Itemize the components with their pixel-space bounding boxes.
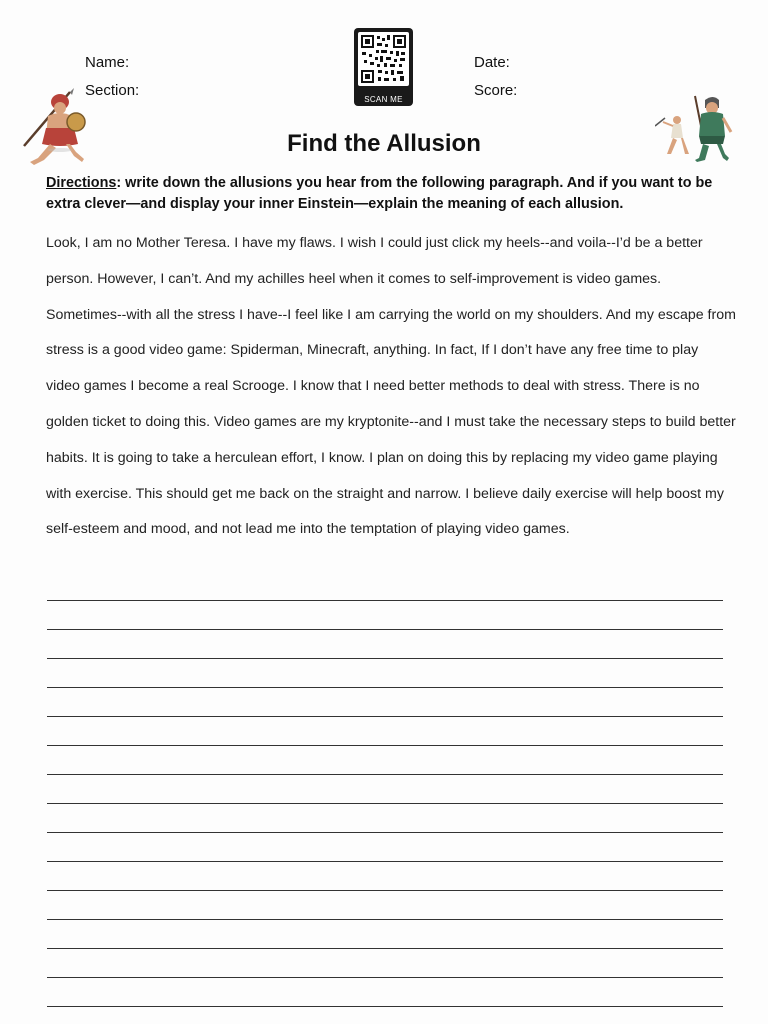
answer-line[interactable]: [47, 919, 723, 920]
score-label: Score:: [474, 82, 518, 99]
name-label: Name:: [85, 54, 130, 71]
answer-line[interactable]: [47, 716, 723, 717]
answer-line[interactable]: [47, 861, 723, 862]
answer-line[interactable]: [47, 803, 723, 804]
directions-label: Directions: [46, 175, 117, 191]
directions-text: : write down the allusions you hear from the following paragraph. And if you want to be extra clever—and display your inner Einstein—explain the meaning of each allusion.: [46, 175, 713, 212]
qr-code-badge[interactable]: [354, 28, 413, 106]
answer-line[interactable]: [47, 774, 723, 775]
answer-line[interactable]: [47, 948, 723, 949]
answer-line[interactable]: [47, 745, 723, 746]
allusion-paragraph: Look, I am no Mother Teresa. I have my flaws. I wish I could just click my heels--and voila--I’d be a better person. However, I can’t. And my achilles heel when it comes to self-improvement is video games. Sometimes--with all the stress I have--I feel like I am carrying the world on my shoulders. And my escape from stress is a good video game: Spiderman, Minecraft, anything. In fact, If I don’t have any free time to play video games I become a real Scrooge. I know that I need better methods to deal with stress. There is no golden ticket to doing this. Video games are my kryptonite--and I must take the necessary steps to build better habits. It is going to take a herculean effort, I know. I plan on doing this by replacing my video game playing with exercise. This should get me back on the straight and narrow. I believe daily exercise will help boost my self-esteem and mood, and not lead me into the temptation of playing video games.: [46, 235, 736, 538]
answer-line[interactable]: [47, 658, 723, 659]
answer-line[interactable]: [47, 977, 723, 978]
directions: [46, 173, 726, 215]
qr-code-graphic: [361, 35, 406, 83]
answer-line[interactable]: [47, 832, 723, 833]
answer-line[interactable]: [47, 1006, 723, 1007]
qr-code-icon: [358, 32, 409, 86]
section-label: Section:: [85, 82, 140, 99]
answer-line[interactable]: [47, 600, 723, 601]
answer-line[interactable]: [47, 890, 723, 891]
qr-scan-label: SCAN ME: [364, 95, 403, 104]
date-label: Date:: [474, 54, 510, 71]
answer-line[interactable]: [47, 687, 723, 688]
answer-line[interactable]: [47, 629, 723, 630]
page-title: Find the Allusion: [287, 130, 481, 157]
